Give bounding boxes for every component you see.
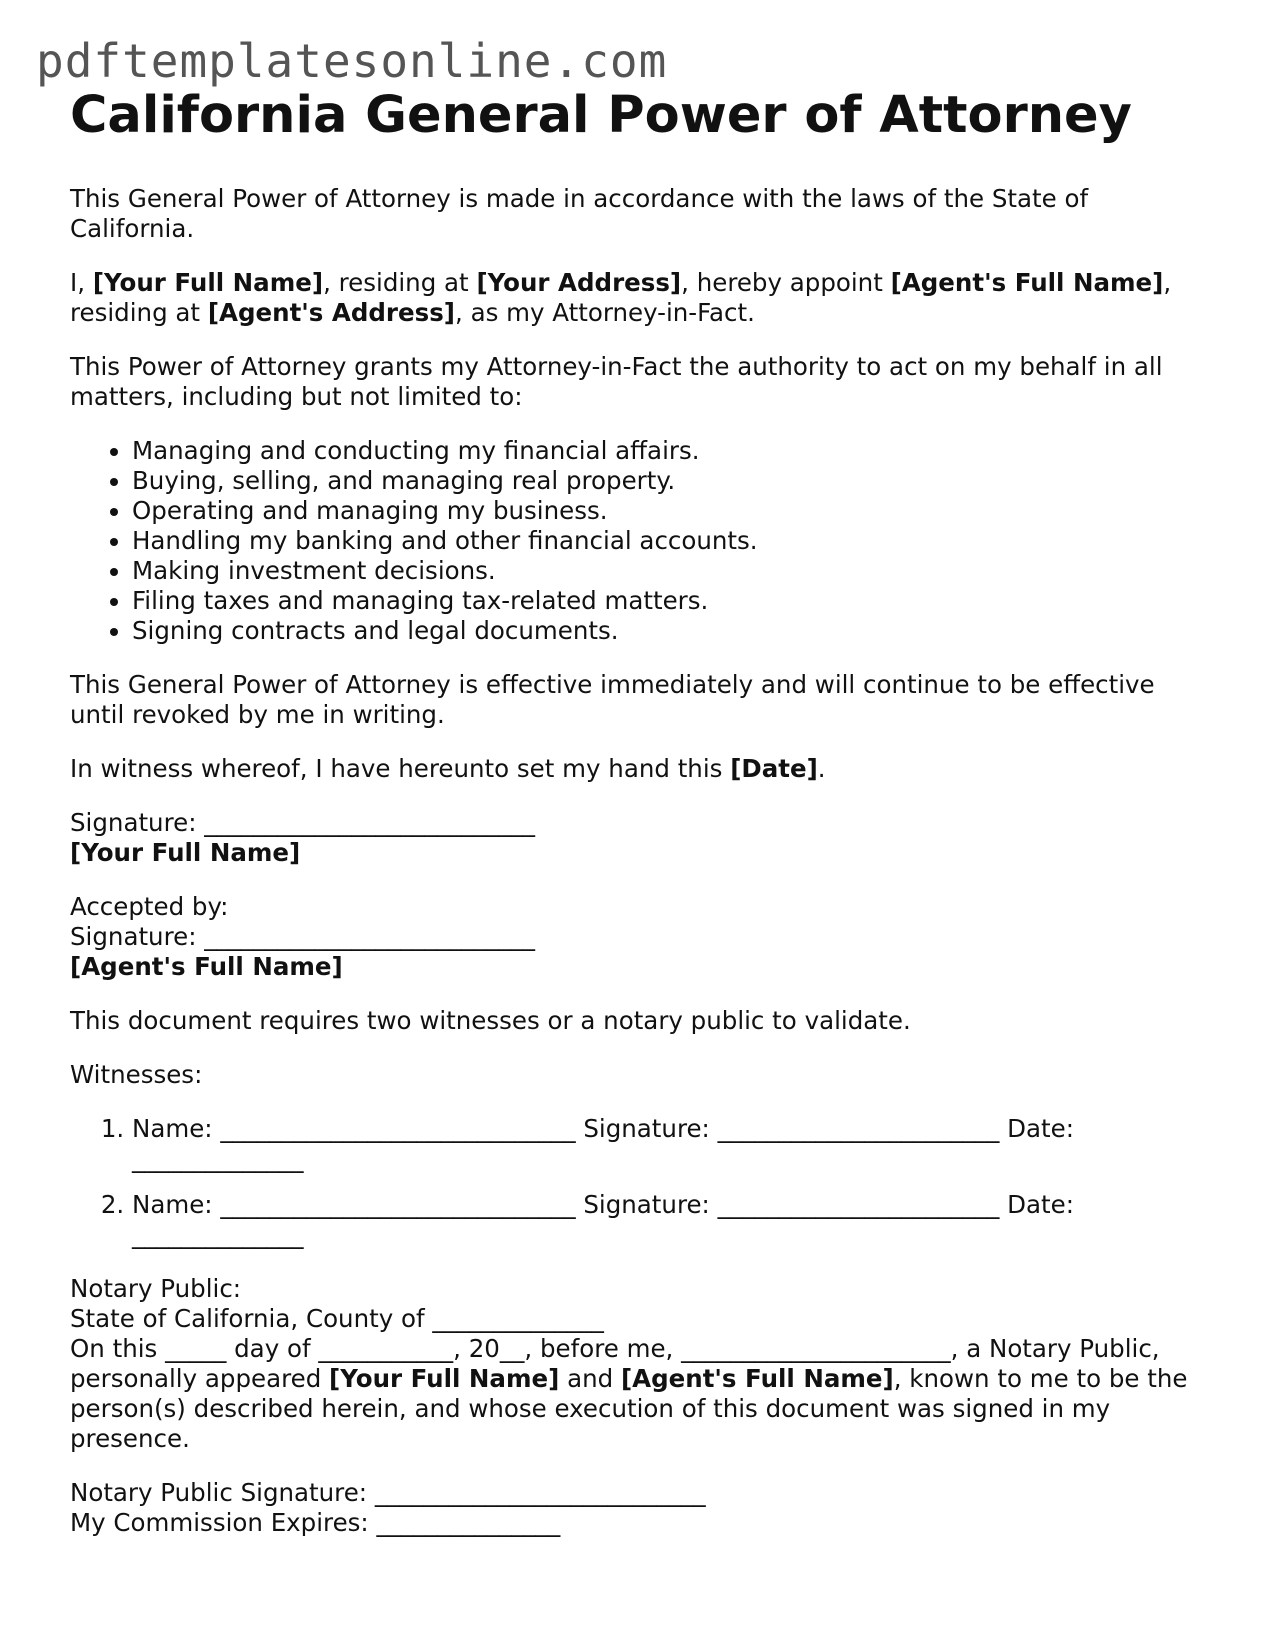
agent-signature-block <box>70 892 1200 982</box>
notary-statement-text[interactable]: On this _____ day of ___________, 20__, before me, ______________________, a Notary Public, personally appeared <box>70 1334 1160 1393</box>
witness-entry[interactable]: 2. Name: _____________________________ Signature: _______________________ Date: ______________ <box>132 1190 1200 1250</box>
agent-name-placeholder: [Agent's Full Name] <box>890 268 1164 297</box>
notary-county-line[interactable]: State of California, County of ______________ <box>70 1304 604 1333</box>
notary-statement-text: , known to me to be the person(s) described herein, and whose execution of this document was signed in my presence. <box>70 1364 1188 1453</box>
appointment-text: , as my Attorney-in-Fact. <box>455 298 755 327</box>
powers-list <box>70 436 1200 646</box>
appointment-text: , hereby appoint <box>681 268 891 297</box>
appointment-paragraph <box>70 268 1200 328</box>
power-item: • Buying, selling, and managing real property. <box>132 466 1200 496</box>
principal-address-placeholder: [Your Address] <box>476 268 682 297</box>
principal-name-placeholder: [Your Full Name] <box>92 268 324 297</box>
agent-signature-name: [Agent's Full Name] <box>70 952 343 981</box>
effective-paragraph: This General Power of Attorney is effective immediately and will continue to be effective until revoked by me in writing. <box>70 670 1155 729</box>
notary-signature-block <box>70 1478 1200 1538</box>
document-title: California General Power of Attorney <box>70 86 1132 145</box>
witnesses-label: Witnesses: <box>70 1060 203 1089</box>
power-item: • Operating and managing my business. <box>132 496 1200 526</box>
witness-whereof-text: . <box>817 754 826 783</box>
appointment-text: I, <box>70 268 93 297</box>
grant-paragraph: This Power of Attorney grants my Attorney-in-Fact the authority to act on my behalf in all matters, including but not limited to: <box>70 352 1163 411</box>
power-item: • Filing taxes and managing tax-related matters. <box>132 586 1200 616</box>
witnesses-list <box>70 1114 1200 1250</box>
appointment-text: , residing at <box>70 268 1172 327</box>
appointment-text: , residing at <box>323 268 477 297</box>
principal-signature-block <box>70 808 1200 868</box>
notary-signature-line[interactable]: Notary Public Signature: ___________________________ <box>70 1478 706 1507</box>
document-page <box>70 86 1200 1562</box>
power-item: • Handling my banking and other financial accounts. <box>132 526 1200 556</box>
notary-label: Notary Public: <box>70 1274 242 1303</box>
intro-paragraph: This General Power of Attorney is made in accordance with the laws of the State of California. <box>70 184 1089 243</box>
watermark-text: pdftemplatesonline.com <box>36 34 668 88</box>
notary-principal-name: [Your Full Name] <box>329 1364 560 1393</box>
witness-whereof-text: In witness whereof, I have hereunto set my hand this <box>70 754 731 783</box>
witness-entry[interactable]: 1. Name: _____________________________ Signature: _______________________ Date: ______________ <box>132 1114 1200 1174</box>
witness-whereof-paragraph <box>70 754 1200 784</box>
requirement-paragraph: This document requires two witnesses or a notary public to validate. <box>70 1006 911 1035</box>
agent-signature-line[interactable]: Signature: ___________________________ <box>70 922 535 951</box>
date-placeholder: [Date] <box>730 754 818 783</box>
commission-expires-line[interactable]: My Commission Expires: _______________ <box>70 1508 561 1537</box>
power-item: • Managing and conducting my financial affairs. <box>132 436 1200 466</box>
notary-statement-text: and <box>559 1364 621 1393</box>
power-item: • Making investment decisions. <box>132 556 1200 586</box>
notary-block <box>70 1274 1200 1454</box>
notary-agent-name: [Agent's Full Name] <box>620 1364 894 1393</box>
power-item: • Signing contracts and legal documents. <box>132 616 1200 646</box>
principal-signature-line[interactable]: Signature: ___________________________ <box>70 808 535 837</box>
accepted-by-label: Accepted by: <box>70 892 229 921</box>
agent-address-placeholder: [Agent's Address] <box>207 298 455 327</box>
principal-signature-name: [Your Full Name] <box>70 838 301 867</box>
